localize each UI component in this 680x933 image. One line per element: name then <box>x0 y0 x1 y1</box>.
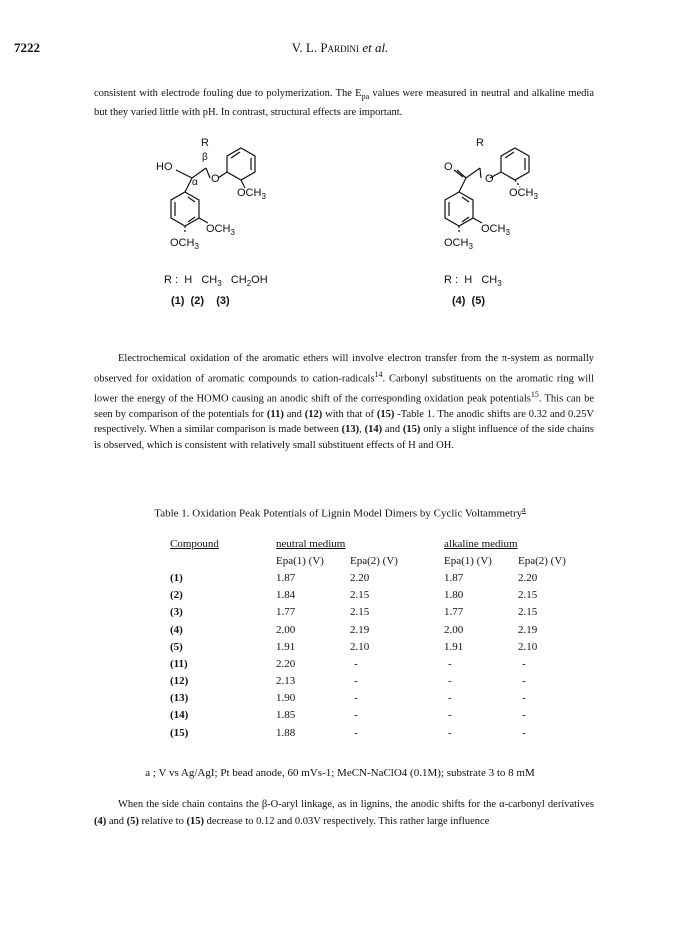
subscript: 3 <box>497 279 502 289</box>
potential-cell: 2.19 <box>350 623 370 636</box>
potential-cell: - <box>448 657 452 670</box>
subscript: 3 <box>217 279 222 289</box>
header-neutral-medium: neutral medium <box>276 537 346 550</box>
body-text: relative to <box>138 816 187 827</box>
subheader-epa1: Epa(1) (V) <box>276 554 324 567</box>
right-r-label: R : <box>444 274 459 286</box>
intro-text-1: consistent with electrode fouling due to polymerization. The E <box>94 88 362 99</box>
potential-cell: 2.00 <box>276 623 296 636</box>
compound-cell: (4) <box>170 623 183 636</box>
potential-cell: 1.77 <box>444 606 464 619</box>
author-surname: Pardini <box>320 40 360 55</box>
compound-ref: (15) <box>376 408 395 420</box>
right-och3-top: $OCH_3$ <box>509 187 538 201</box>
compound-cell: (5) <box>170 640 183 653</box>
left-r-value: H <box>184 274 193 286</box>
right-atom-r: R <box>476 137 484 149</box>
right-och3-mid: $OCH_3$ <box>481 223 510 237</box>
potential-cell: 1.85 <box>276 709 296 722</box>
author-suffix: et al. <box>359 40 389 55</box>
left-r-value: OH <box>251 274 268 286</box>
potential-cell: 1.87 <box>276 571 296 584</box>
potential-cell: - <box>522 726 526 739</box>
left-r-value: CH <box>230 274 247 286</box>
left-r-label: R : <box>164 274 179 286</box>
table-row <box>170 587 614 604</box>
caption-footnote-mark: a <box>522 505 526 514</box>
compound-ref: (15) <box>402 424 421 436</box>
potential-cell: 2.13 <box>276 675 296 688</box>
chemical-structures <box>140 130 560 320</box>
table-row <box>170 673 614 690</box>
table-body <box>170 569 614 741</box>
subheader-epa1: Epa(1) (V) <box>444 554 492 567</box>
table-row <box>170 604 614 621</box>
table-sub-header-row <box>170 552 614 569</box>
compound-ref: (12) <box>304 408 323 420</box>
table-row <box>170 638 614 655</box>
left-atom-r: R <box>201 137 209 149</box>
compound-ref: (11) <box>266 408 284 420</box>
potential-cell: - <box>354 692 358 705</box>
page-number: 7222 <box>14 40 40 55</box>
table-footnote: a ; V vs Ag/AgI; Pt bead anode, 60 mVs-1; MeCN-NaClO4 (0.1M); substrate 3 to 8 mM <box>145 767 535 779</box>
compound-cell: (13) <box>170 692 189 705</box>
compound-cell: (11) <box>170 657 188 670</box>
potential-cell: 2.19 <box>518 623 538 636</box>
body-text: decrease to 0.12 and 0.03V respectively. This rather large influence <box>203 816 490 827</box>
potential-cell: - <box>448 675 452 688</box>
compound-cell: (12) <box>170 675 189 688</box>
header-compound: Compound <box>170 537 219 550</box>
body-text: Electrochemical oxidation of the aromatic ethers will involve electron transfer from the π-system as normally observed for oxidation of aromatic compounds to cation-radicals <box>94 353 594 385</box>
potential-cell: - <box>354 726 358 739</box>
potential-cell: 2.15 <box>518 589 538 602</box>
reference-14: 14 <box>374 369 383 379</box>
potential-cell: 2.00 <box>444 623 464 636</box>
compound-ref: (15) <box>186 816 204 827</box>
right-r-substituents <box>444 274 502 288</box>
left-och3-mid: $OCH_3$ <box>206 223 235 237</box>
compound-ref: (13) <box>341 424 360 436</box>
table-row <box>170 724 614 741</box>
potential-cell: - <box>354 709 358 722</box>
body-text: . This can be seen by comparison of the potentials for <box>94 393 594 420</box>
table-row <box>170 569 614 586</box>
body-text: and <box>106 816 127 827</box>
potential-cell: - <box>354 675 358 688</box>
body-text: , <box>359 424 365 436</box>
potential-cell: - <box>448 726 452 739</box>
left-atom-alpha: α <box>192 177 198 188</box>
right-atom-ketone-o: O <box>444 161 453 173</box>
potential-cell: 2.20 <box>350 571 370 584</box>
table-row <box>170 655 614 672</box>
potential-cell: - <box>522 657 526 670</box>
left-r-value: CH <box>201 274 218 286</box>
table-row <box>170 690 614 707</box>
subheader-epa2: Epa(2) (V) <box>518 554 566 567</box>
right-r-value: H <box>464 274 473 286</box>
body-paragraph <box>94 351 594 454</box>
left-atom-beta: β <box>202 152 208 163</box>
body-text: with that of <box>322 408 377 420</box>
potential-cell: 1.88 <box>276 726 296 739</box>
intro-subscript: pa <box>361 92 370 102</box>
compound-cell: (15) <box>170 726 189 739</box>
compound-ref: (14) <box>364 424 383 436</box>
potential-cell: 1.77 <box>276 606 296 619</box>
compound-ref: (4) <box>94 816 107 827</box>
potential-cell: 1.90 <box>276 692 296 705</box>
body-text: . Carbonyl substituents on the aromatic ring will lower the energy of the HOMO causing an anodic shift of the corresponding oxidation peak potentials <box>94 373 594 405</box>
left-atom-o: O <box>211 173 220 185</box>
potential-cell: - <box>522 692 526 705</box>
potential-cell: 2.15 <box>350 589 370 602</box>
left-compound-numbers: (1) (2) (3) <box>171 295 230 307</box>
table-row <box>170 621 614 638</box>
author-initials: V. L. <box>291 40 321 55</box>
left-och3-top: $OCH_3$ <box>237 187 266 201</box>
potential-cell: 1.84 <box>276 589 296 602</box>
header-alkaline-medium: alkaline medium <box>444 537 518 550</box>
potential-cell: 2.10 <box>518 640 538 653</box>
body-text: When the side chain contains the β-O-aryl linkage, as in lignins, the anodic shifts for the α-carbonyl derivatives <box>118 799 594 810</box>
right-r-value: CH <box>481 274 498 286</box>
compound-cell: (2) <box>170 589 183 602</box>
table-caption <box>0 505 680 520</box>
body-text: and <box>382 424 403 436</box>
compound-ref: (5) <box>126 816 139 827</box>
left-och3-bottom: $OCH_3$ <box>170 237 199 251</box>
potential-cell: 1.87 <box>444 571 464 584</box>
body-text: -Table 1. The anodic shifts are 0.32 and 0.25V respectively. When a similar comparison is made between <box>94 408 594 436</box>
potential-cell: 2.15 <box>350 606 370 619</box>
reference-15: 15 <box>530 389 539 399</box>
potential-cell: 2.15 <box>518 606 538 619</box>
potential-cell: - <box>354 657 358 670</box>
compound-cell: (3) <box>170 606 183 619</box>
intro-text-2: values were measured in neutral and alkaline media but they varied little with pH. In contrast, structural effects are important. <box>94 88 595 118</box>
left-atom-ho: HO <box>156 161 173 173</box>
potential-cell: 1.91 <box>276 640 296 653</box>
body-text: only a slight influence of the side chains is observed, which is consistent with relatively small substituent effects of H and OH. <box>94 424 594 451</box>
body-text: and <box>283 408 305 420</box>
right-och3-bottom: $OCH_3$ <box>444 237 473 251</box>
potential-cell: - <box>522 709 526 722</box>
right-compound-numbers: (4) (5) <box>452 295 485 307</box>
potential-cell: 1.80 <box>444 589 464 602</box>
structure-atom-labels <box>156 137 538 251</box>
potential-cell: 2.20 <box>518 571 538 584</box>
oxidation-table <box>170 535 614 741</box>
potential-cell: - <box>448 709 452 722</box>
intro-paragraph <box>94 86 594 120</box>
table-caption-text: Table 1. Oxidation Peak Potentials of Lignin Model Dimers by Cyclic Voltammetry <box>154 507 523 520</box>
potential-cell: 2.20 <box>276 657 296 670</box>
table-group-header-row <box>170 535 614 552</box>
compound-cell: (14) <box>170 709 189 722</box>
potential-cell: - <box>448 692 452 705</box>
compound-cell: (1) <box>170 571 183 584</box>
potential-cell: 2.10 <box>350 640 370 653</box>
running-header <box>0 40 680 56</box>
potential-cell: 1.91 <box>444 640 464 653</box>
last-paragraph <box>94 796 594 830</box>
table-row <box>170 707 614 724</box>
right-atom-o: O <box>485 173 494 185</box>
left-r-substituents: R : H $CH_3$ $CH_2OH$ <box>164 274 268 289</box>
subheader-epa2: Epa(2) (V) <box>350 554 398 567</box>
potential-cell: - <box>522 675 526 688</box>
